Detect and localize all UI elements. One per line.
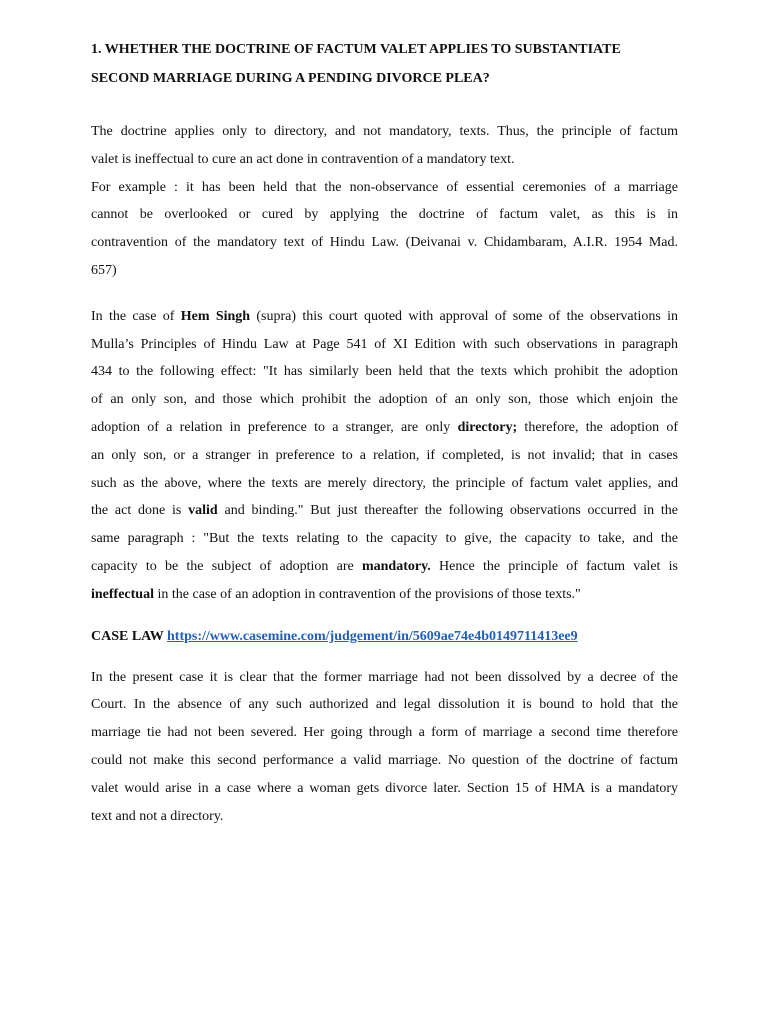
text-line (91, 553, 678, 581)
text-run: the act done is (91, 503, 189, 519)
text-line: such as the above, where the texts are merely directory, the principle of factum valet applies, and (91, 475, 678, 491)
text-line (91, 581, 678, 609)
heading-line-1: 1. WHETHER THE DOCTRINE OF FACTUM VALET APPLIES TO SUBSTANTIATE (91, 42, 621, 57)
text-run: (supra) this court quoted with approval of some of the observations in (250, 308, 678, 324)
emphasis-bold: directory; (457, 419, 518, 435)
text-run: In the case of (91, 308, 181, 324)
text-line (91, 303, 678, 331)
case-law-label: CASE LAW (91, 628, 167, 644)
text-run: and binding." But just thereafter the following observations occurred in the (217, 503, 678, 519)
text-line: marriage tie had not been severed. Her going through a form of marriage a second time therefore (91, 725, 678, 741)
text-line (91, 414, 678, 442)
text-line: 434 to the following effect: "It has similarly been held that the texts which prohibit the adoption (91, 364, 678, 380)
heading-line-2: SECOND MARRIAGE DURING A PENDING DIVORCE PLEA? (91, 70, 490, 86)
text-line: could not make this second performance a valid marriage. No question of the doctrine of factum (91, 752, 678, 768)
text-line: In the present case it is clear that the former marriage had not been dissolved by a decree of the (91, 669, 678, 685)
text-run: therefore, the adoption of (517, 419, 678, 435)
emphasis-bold: ineffectual (91, 586, 154, 602)
paragraph-hem-singh (91, 303, 678, 609)
question-heading (91, 36, 678, 93)
text-line: same paragraph : "But the texts relating to the capacity to give, the capacity to take, and the (91, 531, 678, 547)
case-law-reference (91, 623, 678, 650)
text-line: valet is ineffectual to cure an act done in contravention of a mandatory text. (91, 151, 515, 167)
text-line: valet would arise in a case where a woman gets divorce later. Section 15 of HMA is a mandatory (91, 780, 678, 796)
text-line: of an only son, and those which prohibit the adoption of an only son, those which enjoin the (91, 392, 678, 408)
text-run: Hence the principle of factum valet is (430, 558, 678, 574)
paragraph-doctrine (91, 118, 678, 285)
emphasis-bold: valid (188, 503, 218, 519)
text-run: adoption of a relation in preference to a stranger, are only (91, 419, 458, 435)
text-line: cannot be overlooked or cured by applying the doctrine of factum valet, as this is in (91, 207, 678, 223)
text-line: Court. In the absence of any such authorized and legal dissolution it is bound to hold that the (91, 697, 678, 713)
text-line: Mulla’s Principles of Hindu Law at Page 541 of XI Edition with such observations in paragraph (91, 336, 678, 352)
text-line: 657) (91, 262, 117, 278)
text-run: capacity to be the subject of adoption are (91, 558, 362, 574)
emphasis-bold: mandatory. (361, 558, 431, 574)
case-law-link[interactable]: https://www.casemine.com/judgement/in/5609ae74e4b0149711413ee9 (167, 628, 578, 644)
text-line: For example : it has been held that the non-observance of essential ceremonies of a marriage (91, 179, 678, 195)
text-line: text and not a directory. (91, 808, 224, 824)
text-run: in the case of an adoption in contravention of the provisions of those texts." (153, 586, 581, 602)
case-name-bold: Hem Singh (180, 308, 251, 324)
text-line: contravention of the mandatory text of Hindu Law. (Deivanai v. Chidambaram, A.I.R. 1954 Mad. (91, 235, 678, 251)
text-line: The doctrine applies only to directory, and not mandatory, texts. Thus, the principle of factum (91, 124, 678, 139)
paragraph-present-case (91, 664, 678, 831)
text-line (91, 497, 678, 525)
text-line: an only son, or a stranger in preference to a relation, if completed, is not invalid; that in cases (91, 447, 678, 463)
